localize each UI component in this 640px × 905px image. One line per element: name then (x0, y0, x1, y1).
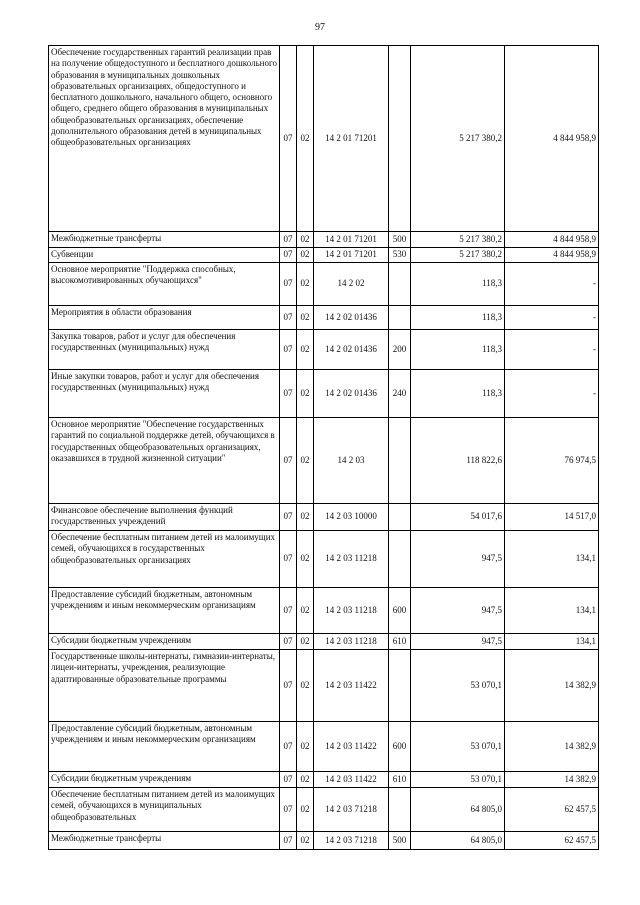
expense-type-code (389, 46, 411, 232)
item-name: Финансовое обеспечение выполнения функций государственных учреждений (49, 504, 280, 531)
subsection-code: 02 (297, 248, 314, 263)
table-row (49, 772, 599, 788)
expense-type-code (389, 263, 411, 306)
amount-year-2: 4 844 958,9 (505, 248, 599, 263)
amount-year-2: - (505, 330, 599, 370)
item-name: Обеспечение государственных гарантий реализации прав на получение общедоступного и бесплатного дошкольного образования в муниципальных дошкольных образовательных организациях, общедоступного и бесплатного дошкольного, начального общего, основного общего, среднего общего образования в муниципальных общеобразовательных организациях, обеспечение дополнительного образования детей в муниципальных общеобразовательных организациях (49, 46, 280, 232)
expense-type-code: 500 (389, 232, 411, 248)
subsection-code: 02 (297, 788, 314, 832)
amount-year-1: 947,5 (411, 588, 505, 634)
subsection-code: 02 (297, 588, 314, 634)
target-code: 14 2 02 01436 (314, 370, 389, 418)
target-code: 14 2 03 11422 (314, 722, 389, 772)
expense-type-code (389, 788, 411, 832)
expense-type-code: 600 (389, 722, 411, 772)
item-name: Закупка товаров, работ и услуг для обеспечения государственных (муниципальных) нужд (49, 330, 280, 370)
amount-year-2: 134,1 (505, 634, 599, 650)
target-code: 14 2 03 11218 (314, 531, 389, 588)
target-code: 14 2 01 71201 (314, 232, 389, 248)
expense-type-code: 600 (389, 588, 411, 634)
item-name: Предоставление субсидий бюджетным, автономным учреждениям и иным некоммерческим организациям (49, 588, 280, 634)
table-row (49, 306, 599, 330)
target-code: 14 2 03 11422 (314, 650, 389, 722)
table-row (49, 330, 599, 370)
section-code: 07 (280, 832, 297, 850)
amount-year-1: 64 805,0 (411, 832, 505, 850)
amount-year-2: 62 457,5 (505, 788, 599, 832)
item-name: Государственные школы-интернаты, гимназии-интернаты, лицеи-интернаты, учреждения, реализующие адаптированные образовательные программы (49, 650, 280, 722)
amount-year-1: 53 070,1 (411, 772, 505, 788)
amount-year-1: 54 017,6 (411, 504, 505, 531)
expense-type-code (389, 504, 411, 531)
target-code: 14 2 01 71201 (314, 248, 389, 263)
subsection-code: 02 (297, 634, 314, 650)
amount-year-1: 118 822,6 (411, 418, 505, 504)
subsection-code: 02 (297, 531, 314, 588)
target-code: 14 2 03 71218 (314, 832, 389, 850)
section-code: 07 (280, 46, 297, 232)
section-code: 07 (280, 504, 297, 531)
table-row (49, 650, 599, 722)
expense-type-code: 500 (389, 832, 411, 850)
table-row (49, 788, 599, 832)
amount-year-1: 118,3 (411, 370, 505, 418)
target-code: 14 2 03 10000 (314, 504, 389, 531)
section-code: 07 (280, 248, 297, 263)
section-code: 07 (280, 306, 297, 330)
section-code: 07 (280, 370, 297, 418)
item-name: Обеспечение бесплатным питанием детей из малоимущих семей, обучающихся в муниципальных общеобразовательных (49, 788, 280, 832)
expense-type-code: 200 (389, 330, 411, 370)
target-code: 14 2 03 71218 (314, 788, 389, 832)
subsection-code: 02 (297, 832, 314, 850)
expense-type-code (389, 531, 411, 588)
subsection-code: 02 (297, 232, 314, 248)
subsection-code: 02 (297, 504, 314, 531)
amount-year-2: 14 382,9 (505, 772, 599, 788)
subsection-code: 02 (297, 370, 314, 418)
section-code: 07 (280, 418, 297, 504)
amount-year-1: 53 070,1 (411, 650, 505, 722)
table-row (49, 248, 599, 263)
item-name: Субсидии бюджетным учреждениям (49, 634, 280, 650)
item-name: Мероприятия в области образования (49, 306, 280, 330)
expense-type-code: 530 (389, 248, 411, 263)
section-code: 07 (280, 722, 297, 772)
amount-year-1: 947,5 (411, 531, 505, 588)
target-code: 14 2 02 01436 (314, 306, 389, 330)
amount-year-1: 53 070,1 (411, 722, 505, 772)
table-row (49, 531, 599, 588)
item-name: Иные закупки товаров, работ и услуг для обеспечения государственных (муниципальных) нужд (49, 370, 280, 418)
amount-year-2: - (505, 370, 599, 418)
section-code: 07 (280, 263, 297, 306)
table-row (49, 370, 599, 418)
amount-year-2: 14 382,9 (505, 722, 599, 772)
amount-year-1: 947,5 (411, 634, 505, 650)
item-name: Предоставление субсидий бюджетным, автономным учреждениям и иным некоммерческим организациям (49, 722, 280, 772)
table-row (49, 588, 599, 634)
table-row (49, 46, 599, 232)
target-code: 14 2 02 (314, 263, 389, 306)
amount-year-2: 14 382,9 (505, 650, 599, 722)
amount-year-1: 118,3 (411, 263, 505, 306)
amount-year-1: 5 217 380,2 (411, 248, 505, 263)
subsection-code: 02 (297, 306, 314, 330)
target-code: 14 2 02 01436 (314, 330, 389, 370)
subsection-code: 02 (297, 330, 314, 370)
amount-year-2: 76 974,5 (505, 418, 599, 504)
section-code: 07 (280, 588, 297, 634)
table-row (49, 418, 599, 504)
section-code: 07 (280, 330, 297, 370)
amount-year-2: 4 844 958,9 (505, 232, 599, 248)
expense-type-code (389, 650, 411, 722)
target-code: 14 2 03 (314, 418, 389, 504)
amount-year-1: 64 805,0 (411, 788, 505, 832)
target-code: 14 2 03 11422 (314, 772, 389, 788)
section-code: 07 (280, 772, 297, 788)
subsection-code: 02 (297, 418, 314, 504)
expense-type-code (389, 306, 411, 330)
page-number: 97 (315, 22, 325, 33)
target-code: 14 2 03 11218 (314, 588, 389, 634)
amount-year-2: - (505, 306, 599, 330)
amount-year-1: 118,3 (411, 330, 505, 370)
amount-year-2: 14 517,0 (505, 504, 599, 531)
item-name: Субвенции (49, 248, 280, 263)
expense-type-code (389, 418, 411, 504)
budget-table (48, 45, 599, 850)
amount-year-2: 134,1 (505, 588, 599, 634)
amount-year-2: 134,1 (505, 531, 599, 588)
item-name: Межбюджетные трансферты (49, 832, 280, 850)
item-name: Межбюджетные трансферты (49, 232, 280, 248)
amount-year-2: 4 844 958,9 (505, 46, 599, 232)
amount-year-2: 62 457,5 (505, 832, 599, 850)
item-name: Обеспечение бесплатным питанием детей из малоимущих семей, обучающихся в государственных общеобразовательных организациях (49, 531, 280, 588)
section-code: 07 (280, 650, 297, 722)
subsection-code: 02 (297, 772, 314, 788)
table-row (49, 722, 599, 772)
target-code: 14 2 03 11218 (314, 634, 389, 650)
amount-year-2: - (505, 263, 599, 306)
amount-year-1: 118,3 (411, 306, 505, 330)
subsection-code: 02 (297, 263, 314, 306)
expense-type-code: 610 (389, 634, 411, 650)
expense-type-code: 240 (389, 370, 411, 418)
subsection-code: 02 (297, 650, 314, 722)
target-code: 14 2 01 71201 (314, 46, 389, 232)
item-name: Субсидии бюджетным учреждениям (49, 772, 280, 788)
section-code: 07 (280, 788, 297, 832)
table-row (49, 504, 599, 531)
table-row (49, 232, 599, 248)
section-code: 07 (280, 232, 297, 248)
item-name: Основное мероприятие "Обеспечение государственных гарантий по социальной поддержке детей, обучающихся в государственных общеобразовательных организациях, оказавшихся в трудной жизненной ситуации" (49, 418, 280, 504)
section-code: 07 (280, 531, 297, 588)
amount-year-1: 5 217 380,2 (411, 232, 505, 248)
table-row (49, 634, 599, 650)
section-code: 07 (280, 634, 297, 650)
table-row (49, 263, 599, 306)
expense-type-code: 610 (389, 772, 411, 788)
item-name: Основное мероприятие "Поддержка способных, высокомотивированных обучающихся" (49, 263, 280, 306)
subsection-code: 02 (297, 722, 314, 772)
table-row (49, 832, 599, 850)
subsection-code: 02 (297, 46, 314, 232)
amount-year-1: 5 217 380,2 (411, 46, 505, 232)
